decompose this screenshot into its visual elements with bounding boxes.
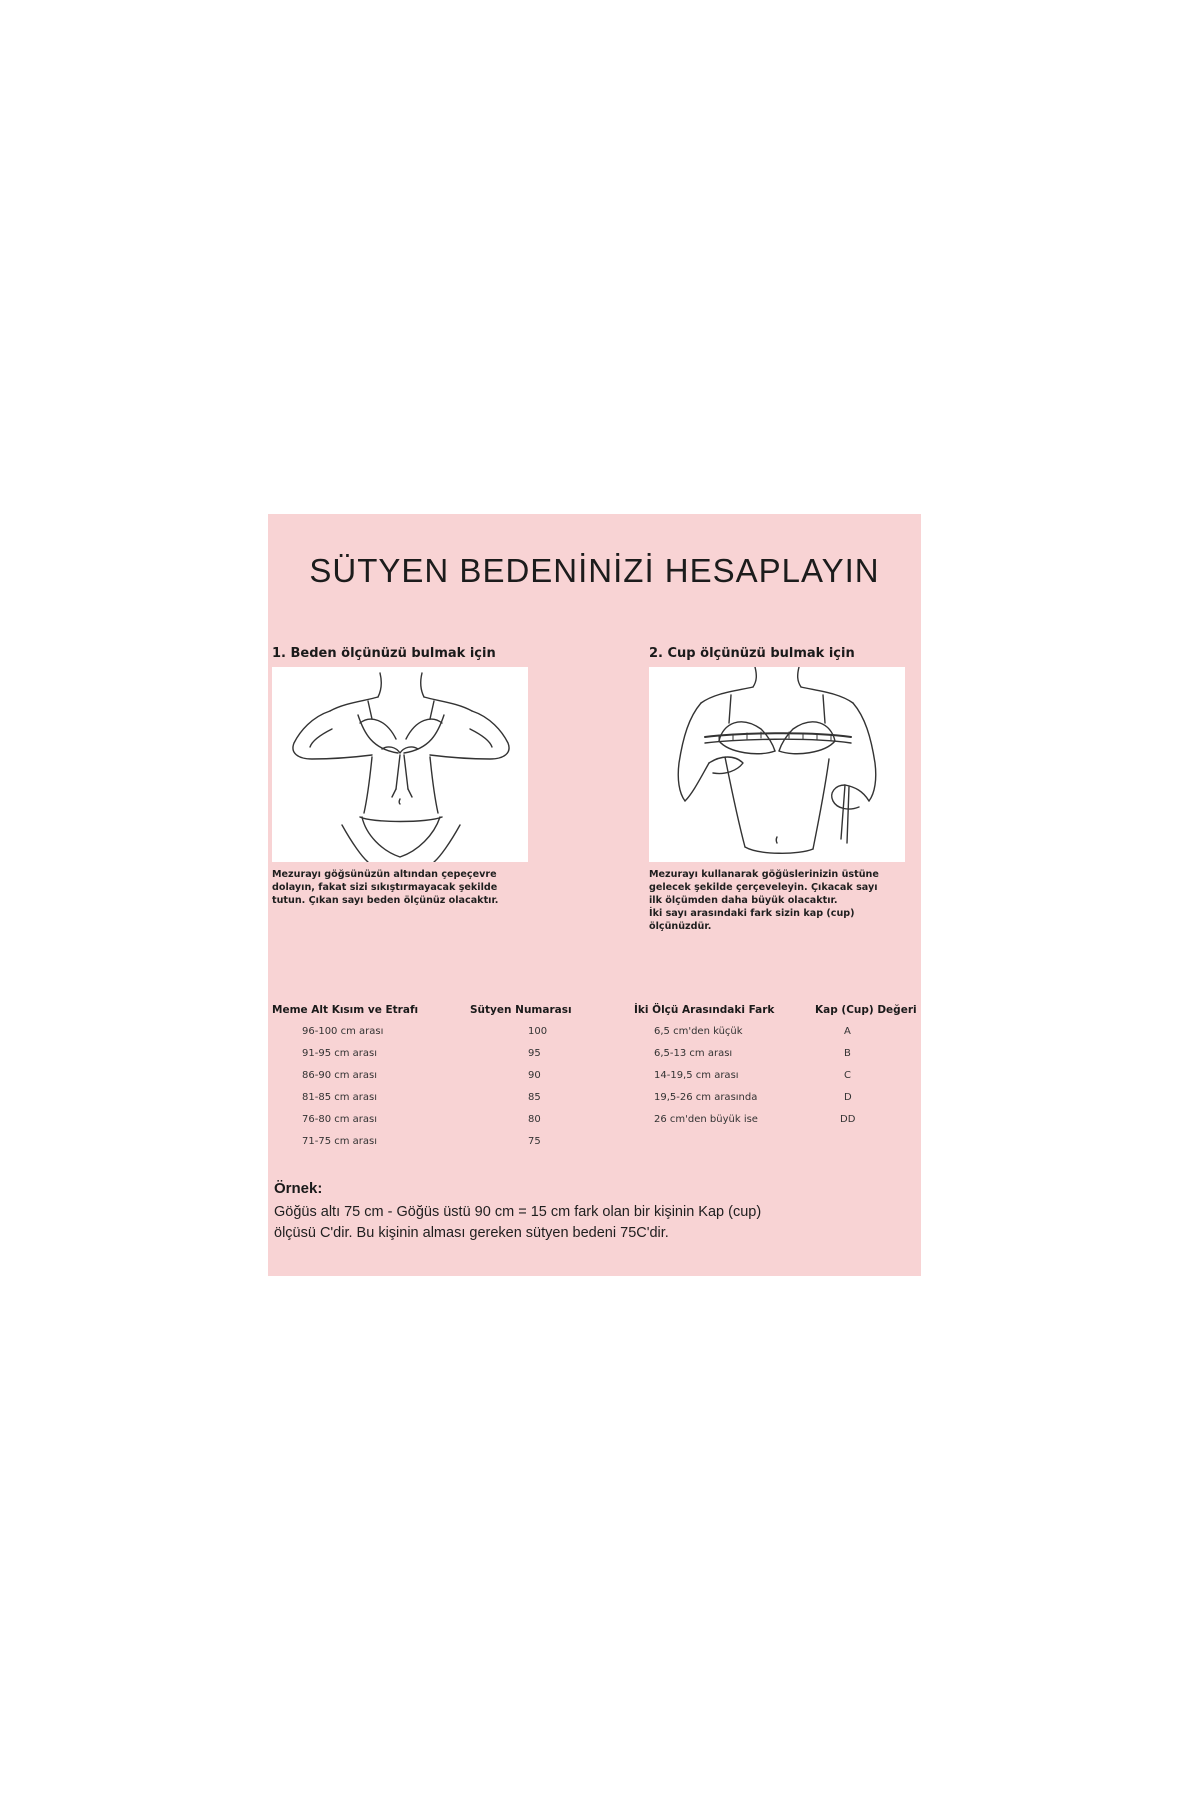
page-title: SÜTYEN BEDENİNİZİ HESAPLAYIN bbox=[309, 552, 880, 589]
cup-measurement-drawing bbox=[649, 667, 905, 862]
table-cell: A bbox=[844, 1026, 851, 1037]
table-cell: 14-19,5 cm arası bbox=[654, 1070, 739, 1081]
band-table-header: Meme Alt Kısım ve Etrafı bbox=[272, 1004, 419, 1016]
step-2-line: ölçünüzdür. bbox=[649, 921, 712, 932]
step-2-description bbox=[649, 868, 919, 933]
cup-measurement-illustration bbox=[649, 667, 905, 862]
step-1-description bbox=[272, 868, 542, 907]
table-cell: B bbox=[844, 1048, 851, 1059]
table-cell: 100 bbox=[528, 1026, 548, 1037]
table-cell: 6,5 cm'den küçük bbox=[654, 1026, 743, 1037]
table-cell: 19,5-26 cm arasında bbox=[654, 1092, 758, 1103]
step-1-line: tutun. Çıkan sayı beden ölçünüz olacaktır. bbox=[272, 895, 499, 906]
table-cell: 96-100 cm arası bbox=[302, 1026, 384, 1037]
band-measurement-illustration bbox=[272, 667, 528, 862]
step-2-line: ilk ölçümden daha büyük olacaktır. bbox=[649, 895, 838, 906]
table-cell: 75 bbox=[528, 1136, 541, 1147]
size-guide-card bbox=[268, 514, 921, 1276]
table-cell: 80 bbox=[528, 1114, 541, 1125]
example-line: Göğüs altı 75 cm - Göğüs üstü 90 cm = 15 cm fark olan bir kişinin Kap (cup) bbox=[274, 1204, 762, 1220]
band-table-header: Sütyen Numarası bbox=[470, 1004, 572, 1016]
table-cell: 90 bbox=[528, 1070, 541, 1081]
example-text bbox=[274, 1202, 894, 1244]
table-cell: C bbox=[844, 1070, 851, 1081]
band-measurement-drawing bbox=[272, 667, 528, 862]
table-cell: 26 cm'den büyük ise bbox=[654, 1114, 758, 1125]
step-1-line: dolayın, fakat sizi sıkıştırmayacak şekilde bbox=[272, 882, 498, 893]
table-cell: D bbox=[844, 1092, 852, 1103]
table-cell: 81-85 cm arası bbox=[302, 1092, 378, 1103]
table-cell: DD bbox=[840, 1114, 856, 1125]
example-line: ölçüsü C'dir. Bu kişinin alması gereken sütyen bedeni 75C'dir. bbox=[274, 1225, 669, 1241]
table-cell: 6,5-13 cm arası bbox=[654, 1048, 733, 1059]
step-2-line: İki sayı arasındaki fark sizin kap (cup) bbox=[649, 908, 855, 919]
cup-table-header: Kap (Cup) Değeri bbox=[815, 1004, 917, 1016]
step-2-heading: 2. Cup ölçünüzü bulmak için bbox=[649, 646, 855, 661]
cup-table-header: İki Ölçü Arasındaki Fark bbox=[634, 1004, 775, 1016]
table-cell: 86-90 cm arası bbox=[302, 1070, 378, 1081]
example-heading: Örnek: bbox=[274, 1180, 323, 1197]
table-cell: 76-80 cm arası bbox=[302, 1114, 378, 1125]
table-cell: 91-95 cm arası bbox=[302, 1048, 378, 1059]
table-cell: 95 bbox=[528, 1048, 541, 1059]
step-1-line: Mezurayı göğsünüzün altından çepeçevre bbox=[272, 869, 497, 880]
step-1-heading: 1. Beden ölçünüzü bulmak için bbox=[272, 646, 496, 661]
step-2-line: Mezurayı kullanarak göğüslerinizin üstüne bbox=[649, 869, 879, 880]
table-cell: 85 bbox=[528, 1092, 541, 1103]
step-2-line: gelecek şekilde çerçeveleyin. Çıkacak sayı bbox=[649, 882, 878, 893]
table-cell: 71-75 cm arası bbox=[302, 1136, 378, 1147]
